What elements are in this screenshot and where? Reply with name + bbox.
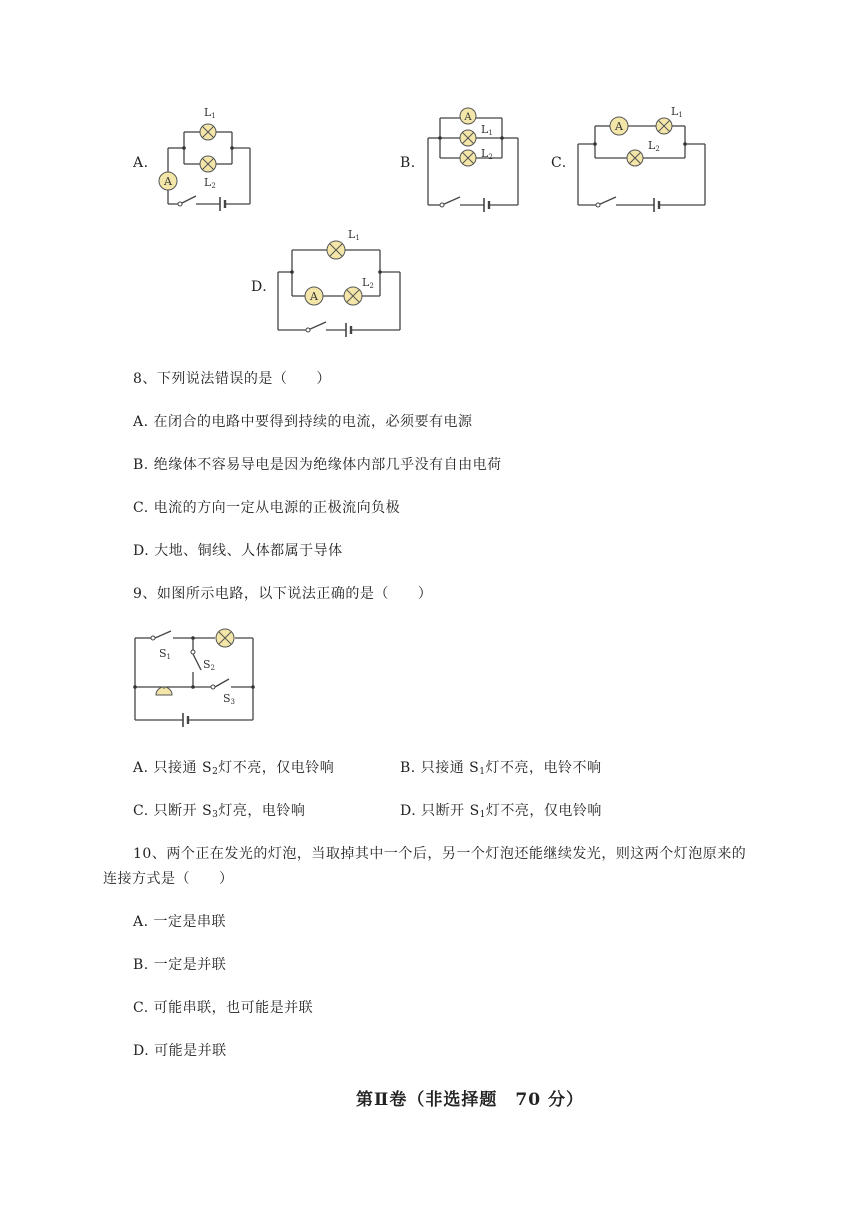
ammeter-icon — [305, 287, 323, 305]
circuit-c — [570, 100, 715, 220]
option-b-label: B. — [400, 155, 416, 171]
svg-text:A: A — [310, 290, 318, 303]
lamp-l2-icon — [627, 150, 643, 166]
svg-text:S1: S1 — [159, 647, 172, 661]
question-8-option-b: B. 绝缘体不容易导电是因为绝缘体内部几乎没有自由电荷 — [133, 457, 502, 473]
lamp-l1-icon — [327, 241, 345, 259]
question-9-option-d: D. 只断开 $S_1$灯不亮，仅电铃响 — [400, 803, 602, 820]
lamp-l1-icon — [656, 118, 672, 134]
question-9-option-c: C. 只断开 $S_3$灯亮，电铃响 — [133, 803, 306, 820]
question-9-option-b: B. 只接通 $S_1$灯不亮，电铃不响 — [400, 760, 602, 777]
lamp-l2-icon — [200, 156, 216, 172]
ammeter-icon — [159, 172, 177, 190]
question-10-option-b: B. 一定是并联 — [133, 957, 227, 973]
question-10-option-d: D. 可能是并联 — [133, 1043, 227, 1059]
lamp-l1-icon — [200, 124, 216, 140]
svg-text:L2: L2 — [362, 276, 374, 290]
svg-text:L2: L2 — [481, 147, 493, 161]
svg-text:L1: L1 — [204, 106, 216, 120]
option-a-label: A. — [133, 155, 149, 171]
svg-text:L1: L1 — [481, 123, 493, 137]
ammeter-icon — [460, 108, 476, 124]
question-8-option-a: A. 在闭合的电路中要得到持续的电流，必须要有电源 — [133, 414, 473, 430]
svg-text:A: A — [464, 112, 472, 123]
circuit-b — [420, 100, 535, 220]
question-9-option-a: A. 只接通 $S_2$灯不亮，仅电铃响 — [133, 760, 335, 777]
question-10-stem-line1: 10、两个正在发光的灯泡，当取掉其中一个后，另一个灯泡还能继续发光，则这两个灯泡原来的 — [133, 846, 747, 862]
svg-text:A: A — [615, 120, 623, 133]
lamp-l2-icon — [344, 287, 362, 305]
section-title: 第Ⅱ卷（非选择题 70 分） — [356, 1090, 584, 1110]
circuit-a — [150, 100, 260, 215]
question-8-option-d: D. 大地、铜线、人体都属于导体 — [133, 543, 343, 559]
ammeter-icon — [610, 117, 628, 135]
svg-text:L2: L2 — [648, 139, 660, 153]
circuit-d — [270, 222, 410, 342]
lamp-l2-icon — [460, 150, 476, 166]
question-10-option-a: A. 一定是串联 — [133, 914, 227, 930]
question-8-stem: 8、下列说法错误的是（ ） — [133, 371, 331, 387]
option-c-label: C. — [551, 155, 567, 171]
question-9-stem: 9、如图所示电路，以下说法正确的是（ ） — [133, 586, 433, 602]
svg-text:A: A — [164, 175, 172, 188]
option-d-label: D. — [251, 279, 268, 295]
svg-text:S3: S3 — [223, 692, 236, 706]
svg-text:L1: L1 — [671, 105, 683, 119]
question-8-option-c: C. 电流的方向一定从电源的正极流向负极 — [133, 500, 401, 516]
lamp-icon — [216, 629, 234, 647]
svg-text:L2: L2 — [204, 176, 216, 190]
question-10-option-c: C. 可能串联，也可能是并联 — [133, 1000, 314, 1016]
svg-text:L1: L1 — [348, 228, 360, 242]
svg-text:S2: S2 — [203, 658, 216, 672]
question-10-stem-line2: 连接方式是（ ） — [103, 871, 234, 887]
lamp-l1-icon — [460, 130, 476, 146]
bell-icon — [156, 687, 172, 695]
circuit-q9 — [125, 620, 270, 735]
